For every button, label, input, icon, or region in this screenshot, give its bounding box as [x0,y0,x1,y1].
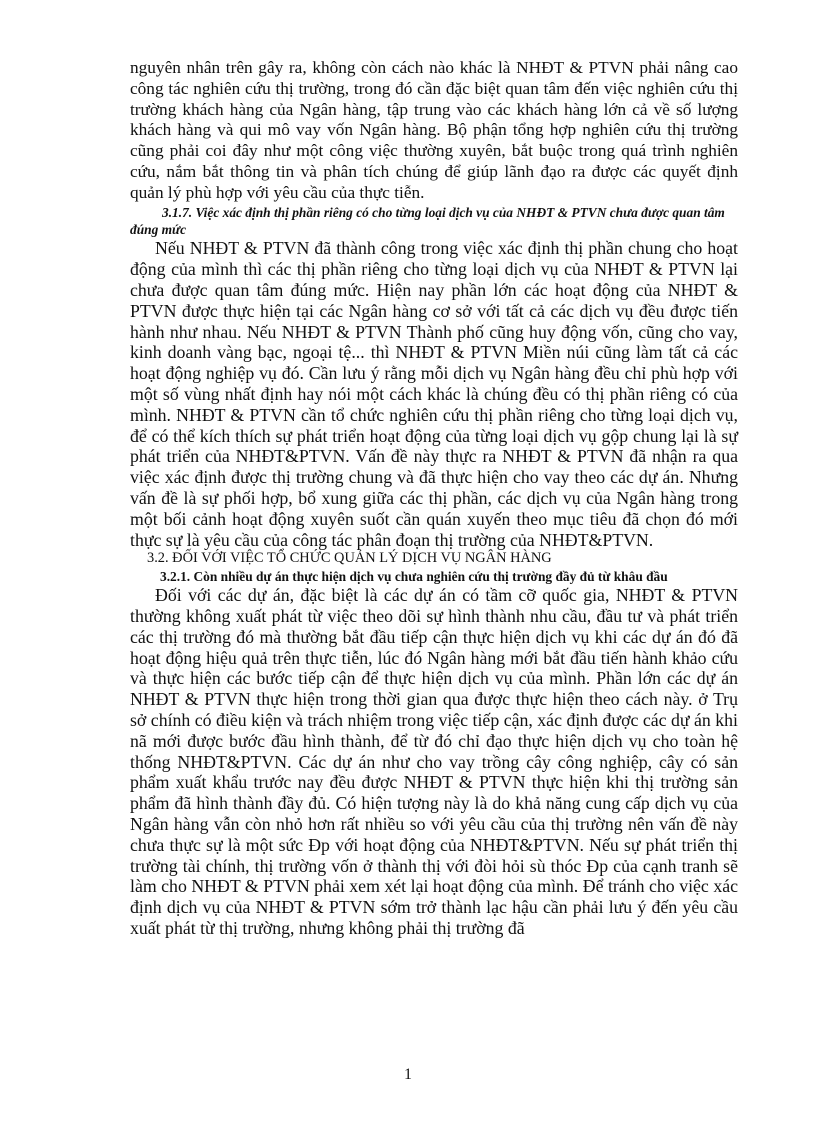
heading-3-1-7: 3.1.7. Việc xác định thị phần riêng có cho từng loại dịch vụ của NHĐT & PTVN chưa được quan tâm đúng mức [130,204,725,237]
page-number: 1 [404,1066,412,1083]
paragraph-market-share: Nếu NHĐT & PTVN đã thành công trong việc xác định thị phần chung cho hoạt động của mình thì các thị phần riêng cho từng loại dịch vụ của NHĐT & PTVN lại chưa được quan tâm đúng mức. Hiện nay phần lớn các hoạt động của NHĐT & PTVN được thực hiện tại các Ngân hàng cơ sở với tất cả các dịch vụ đều được tiến hành như nhau. Nếu NHĐT & PTVN Thành phố cũng huy động vốn, cũng cho vay, kinh doanh vàng bạc, ngoại tệ... thì NHĐT & PTVN Miền núi cũng làm tất cả các hoạt động nghiệp vụ đó. Cần lưu ý rằng mỗi dịch vụ Ngân hàng đều chỉ phù hợp với một số vùng nhất định hay nói một cách khác là chúng đều có thị phần riêng có của mình. NHĐT & PTVN cần tổ chức nghiên cứu thị phần riêng cho từng loại dịch vụ, để có thể kích thích sự phát triển hoạt động của từng loại dịch vụ gộp chung lại là sự phát triển của NHĐT&PTVN. Vấn đề này thực ra NHĐT & PTVN đã nhận ra qua việc xác định được thị trường chung và đã thực hiện cho vay theo các dự án. Nhưng vấn đề là sự phối hợp, bổ xung giữa các thị phần, các dịch vụ của Ngân hàng trong một bối cảnh hoạt động xuyên suốt cần quán xuyến theo mục tiêu đã chọn đó mới thực sự là yêu cầu của công tác phân đoạn thị trường của NHĐT&PTVN. [130,238,738,550]
document-page [130,58,738,939]
paragraph-market-research: nguyên nhân trên gây ra, không còn cách nào khác là NHĐT & PTVN phải nâng cao công tác nghiên cứu thị trường, trong đó cần đặc biệt quan tâm đến việc nghiên cứu thị trường khách hàng của Ngân hàng, tập trung vào các khách hàng lớn cả về số lượng khách hàng và qui mô vay vốn Ngân hàng. Bộ phận tổng hợp nghiên cứu thị trường cũng phải coi đây như một công việc thường xuyên, bắt buộc trong quá trình nghiên cứu, nắm bắt thông tin và phân tích chúng để giúp lãnh đạo ra được các quyết định quản lý phù hợp với yêu cầu của thực tiễn. [130,58,738,202]
heading-3-2: 3.2. ĐỐI VỚI VIỆC TỔ CHỨC QUẢN LÝ DỊCH VỤ NGÂN HÀNG [147,550,552,567]
heading-3-2-1: 3.2.1. Còn nhiều dự án thực hiện dịch vụ chưa nghiên cứu thị trường đầy đủ từ khâu đầu [160,568,668,584]
paragraph-projects: Đối với các dự án, đặc biệt là các dự án có tầm cỡ quốc gia, NHĐT & PTVN thường không xuất phát từ việc theo dõi sự hình thành nhu cầu, đầu tư và phát triển các thị trường đó mà thường bắt đầu tiếp cận thực hiện dịch vụ khi các dự án đó đã hoạt động hiệu quả trên thực tiễn, lúc đó Ngân hàng mới bắt đầu tiến hành khảo cứu và thực hiện các bước tiếp cận để thực hiện dịch vụ của mình. Phần lớn các dự án NHĐT & PTVN thực hiện trong thời gian qua được thực hiện theo cách này. ở Trụ sở chính có điều kiện và trách nhiệm trong việc tiếp cận, xác định được các dự án khi nã mới được bước đầu hình thành, để từ đó chỉ đạo thực hiện dịch vụ cho toàn hệ thống NHĐT&PTVN. Các dự án như cho vay trồng cây công nghiệp, cây có sản phẩm xuất khẩu trước nay đều được NHĐT & PTVN thực hiện khi thị trường sản phẩm đã hình thành đầy đủ. Có hiện tượng này là do khả năng cung cấp dịch vụ của Ngân hàng vẫn còn nhỏ hơn rất nhiều so với yêu cầu của thị trường nên vấn đề này chưa thực sự là một sức Ðp với hoạt động của NHĐT&PTVN. Nếu sự phát triển thị trường tài chính, thị trường vốn ở thành thị với đòi hỏi sù thóc Ðp của cạnh tranh sẽ làm cho NHĐT & PTVN phải xem xét lại hoạt động của mình. Để tránh cho việc xác định dịch vụ của NHĐT & PTVN sớm trở thành lạc hậu cần phải lưu ý đến yêu cầu xuất phát từ thị trường, nhưng không phải thị trường đã [130,585,738,938]
